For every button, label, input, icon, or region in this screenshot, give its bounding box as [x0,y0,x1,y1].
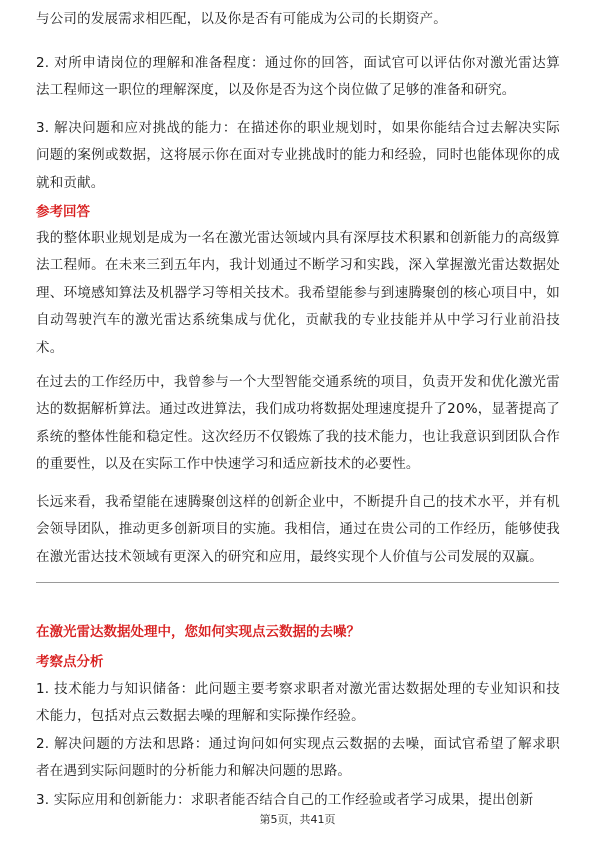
paragraph-point-2: 2. 对所申请岗位的理解和准备程度：通过你的回答，面试官可以评估你对激光雷达算法工程师这一职位的理解深度，以及你是否为这个岗位做了足够的准备和研究。 [36,55,560,99]
answer-paragraph-1: 我的整体职业规划是成为一名在激光雷达领域内具有深厚技术积累和创新能力的高级算法工程师。在未来三到五年内，我计划通过不断学习和实践，深入掌握激光雷达数据处理、环境感知算法及机器学习等相关技术。我希望能参与到速腾聚创的核心项目中，如自动驾驶汽车的激光雷达系统集成与优化，贡献我的专业技能并从中学习行业前沿技术。 [36,230,560,356]
paragraph-point-3: 3. 解决问题和应对挑战的能力：在描述你的职业规划时，如果你能结合过去解决实际问题的案例或数据，这将展示你在面对专业挑战时的能力和经验，同时也能体现你的成就和贡献。 [36,120,560,191]
answer-paragraph-2: 在过去的工作经历中，我曾参与一个大型智能交通系统的项目，负责开发和优化激光雷达的数据解析算法。通过改进算法，我们成功将数据处理速度提升了20%，显著提高了系统的整体性能和稳定性。这次经历不仅锻炼了我的技术能力，也让我意识到团队合作的重要性，以及在实际工作中快速学习和适应新技术的必要性。 [36,374,560,473]
analysis-point-1: 1. 技术能力与知识储备：此问题主要考察求职者对激光雷达数据处理的专业知识和技术能力，包括对点云数据去噪的理解和实际操作经验。 [36,681,560,725]
analysis-point-2: 2. 解决问题的方法和思路：通过询问如何实现点云数据的去噪，面试官希望了解求职者在遇到实际问题时的分析能力和解决问题的思路。 [36,736,560,780]
page-footer: 第5页，共41页 [259,813,336,826]
paragraph-continuation: 与公司的发展需求相匹配，以及你是否有可能成为公司的长期资产。 [36,11,447,27]
analysis-point-3: 3. 实际应用和创新能力：求职者能否结合自己的工作经验或者学习成果，提出创新 [36,792,534,808]
answer-paragraph-3: 长远来看，我希望能在速腾聚创这样的创新企业中，不断提升自己的技术水平，并有机会领导团队，推动更多创新项目的实施。我相信，通过在贵公司的工作经历，能够使我在激光雷达技术领域有更深入的研究和应用，最终实现个人价值与公司发展的双赢。 [36,494,560,565]
question-title: 在激光雷达数据处理中，您如何实现点云数据的去噪？ [36,624,360,640]
section-divider [36,582,559,583]
reference-answer-heading: 参考回答 [36,204,90,220]
analysis-heading: 考察点分析 [36,654,104,670]
